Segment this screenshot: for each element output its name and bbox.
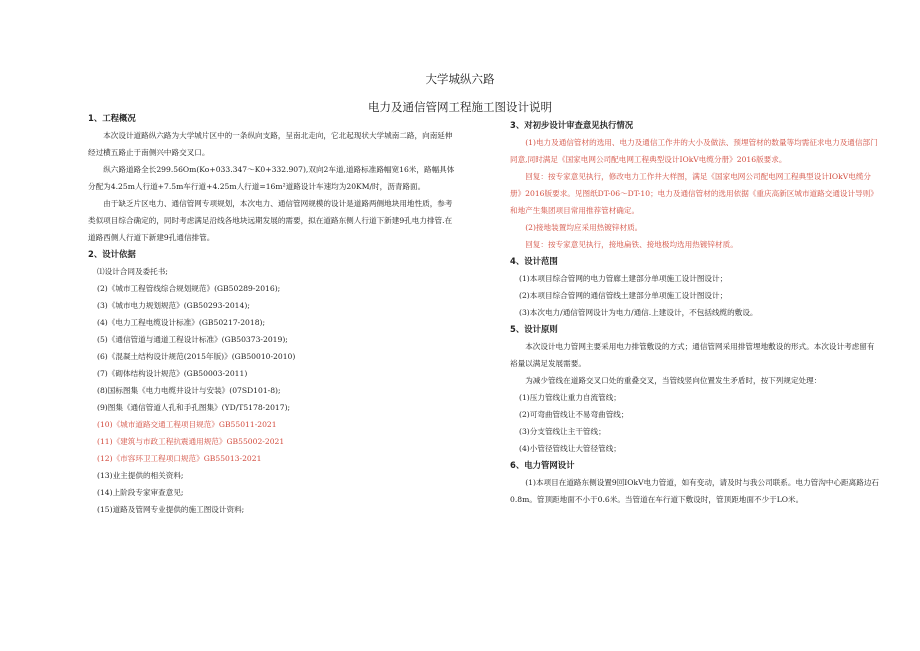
basis-item: (2)《城市工程管线综合规划规范》(GB50289-2016); xyxy=(97,284,281,293)
principle-item: (2)可弯曲管线让不易弯曲管线； xyxy=(519,410,629,419)
section-heading-review: 3、对初步设计审查意见执行情况 xyxy=(510,120,634,130)
basis-item: (3)《城市电力规划规范》(GB50293-2014); xyxy=(97,301,250,310)
review-paragraph: (1)电力及通信管材的选用、电力及通信工作井的大小及做法、预埋管材的数量等均需征求电力及通信部门同意,同时满足《国家电网公司配电网工程典型设计IOkV电缆分册》2016版要求。 xyxy=(510,138,878,164)
paragraph: 本次设计电力管网主要采用电力排管敷设的方式；通信管网采用排管埋地敷设的形式。本次设计考虑留有裕量以满足发展需要。 xyxy=(510,342,875,368)
section-heading-scope: 4、设计范围 xyxy=(510,256,558,266)
basis-item: (14)上阶段专家审查意见; xyxy=(97,488,184,497)
document-subtitle: 电力及通信管网工程施工图设计说明 xyxy=(368,100,552,114)
review-reply: 回复：按专家意见执行，修改电力工作井大样图，满足《国家电网公司配电网工程典型设计IOkV电缆分册》2016版要求。见图纸DT-06～DT-10；电力及通信管材的选用依据《重庆高新区城市道路交通设计导则》和地产生集团项目常用推荐管材确定。 xyxy=(510,172,878,215)
paragraph: (1)本项目在道路东侧设置9回IOkV电力管道，如有变动，请及时与我公司联系。电力管沟中心距离路边石0.8m。管顶距地面不小于0.6米。当管道在车行道下敷设时，管顶距地面不少于LO米。 xyxy=(510,478,880,504)
review-paragraph: (2)接地装置均应采用热镀锌材质。 xyxy=(525,223,643,232)
basis-item: (5)《通信管道与通道工程设计标准》(GB50373-2019); xyxy=(97,335,288,344)
basis-item: (15)道路及管网专业提供的施工图设计资料; xyxy=(97,505,245,514)
principle-item: (3)分支管线让主干管线； xyxy=(519,427,606,436)
section-heading-basis: 2、设计依据 xyxy=(88,249,136,259)
scope-item: (2)本项目综合管网的通信管线土建部分单项施工设计图设计； xyxy=(519,291,728,300)
basis-item-revised: (12)《市容环卫工程项口规范》GB55013-2021 xyxy=(97,454,262,463)
scope-item: (1)本项目综合管网的电力管廊土建部分单项施工设计图设计； xyxy=(519,274,728,283)
basis-item-revised: (11)《建筑与市政工程抗震通用规范》GB55002-2021 xyxy=(97,437,285,446)
basis-item: ⑴设计合同及委托书; xyxy=(97,267,168,276)
left-column xyxy=(88,110,458,518)
principle-item: (1)压力管线让重力自流管线； xyxy=(519,393,621,402)
basis-item: (6)《混凝土结构设计规范(2015年版)》(GB50010-2010) xyxy=(97,352,296,361)
basis-item: (8)国标图集《电力电缆井设计与安装》(07SD101-8); xyxy=(97,386,281,395)
scope-item: (3)本次电力/通信管网设计为电力/通信.上建设计，不包括线缆的敷设。 xyxy=(519,308,758,317)
basis-item: (9)图集《通信管道人孔和手孔图集》(YD/T5178-2017); xyxy=(97,403,291,412)
paragraph: 纵六路道路全长299.56Om(Ko+033.347～K0+332.907),双向2车道,道路标准路幅宽16米，路幅具体分配为4.25m人行道+7.5m车行道+4.25m人行道=16m²道路设计车速均为20KM/时，沥青路面。 xyxy=(88,165,455,191)
paragraph: 由于缺乏片区电力、通信管网专项规划，本次电力、通信管网规模的设计是道路两侧地块用地性质，参考类似项目综合确定的，同时考虑满足沿线各地块远期发展的需要，拟在道路东侧人行道下新建9孔电力排管.在道路西侧人行道下新建9孔通信排管。 xyxy=(88,199,453,242)
document-title: 大学城纵六路 xyxy=(425,72,495,86)
right-column xyxy=(510,117,882,508)
paragraph: 本次设计道路纵六路为大学城片区中的一条纵向支路，呈南北走向，它北起现状大学城南二路，向南延伸经过横五路止于南侧兴中路交叉口。 xyxy=(88,131,453,157)
basis-item-revised: (10)《城市道路交通工程项目规范》GB55011-2021 xyxy=(97,420,277,429)
basis-item: (13)业主提供的相关资料; xyxy=(97,471,184,480)
paragraph: 为减少管线在道路交叉口处的重叠交叉，当管线竖向位置发生矛盾时，按下列规定处理： xyxy=(525,376,822,385)
basis-item: (7)《砌体结构设计规范》(GB50003-2011) xyxy=(97,369,248,378)
review-reply: 回复：按专家意见执行，接地扁铁、接地极均选用热镀锌材质。 xyxy=(525,240,738,249)
basis-item: (4)《电力工程电缆设计标准》(GB50217-2018); xyxy=(97,318,266,327)
section-heading-principles: 5、设计原则 xyxy=(510,324,558,334)
principle-item: (4)小管径管线让大管径管线； xyxy=(519,444,621,453)
section-heading-overview: 1、工程概况 xyxy=(88,113,136,123)
section-heading-power: 6、电力管网设计 xyxy=(510,460,575,470)
